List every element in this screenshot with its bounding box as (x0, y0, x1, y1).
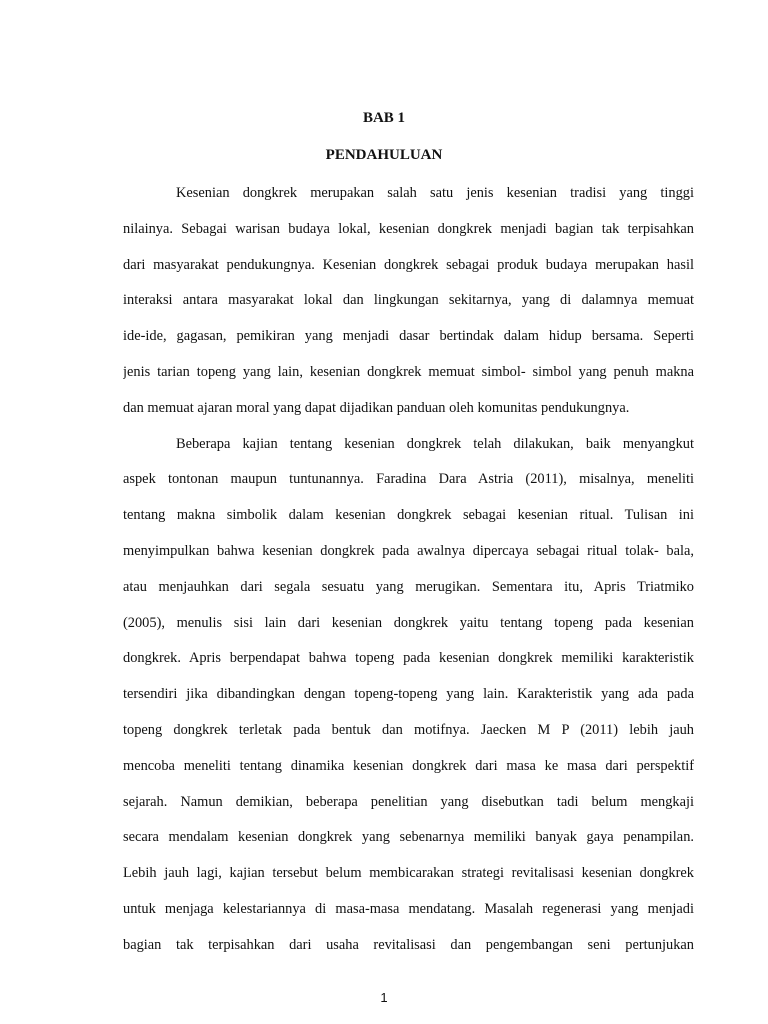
paragraph-2 (123, 427, 694, 964)
paragraph-line: ide-ide, gagasan, pemikiran yang menjadi dasar bertindak dalam hidup bersama. Seperti (123, 328, 694, 345)
paragraph-line: secara mendalam kesenian dongkrek yang sebenarnya memiliki banyak gaya penampilan. (123, 829, 694, 846)
paragraph-line: aspek tontonan maupun tuntunannya. Faradina Dara Astria (2011), misalnya, meneliti (123, 471, 694, 488)
paragraph-line: topeng dongkrek terletak pada bentuk dan motifnya. Jaecken M P (2011) lebih jauh (123, 721, 694, 738)
paragraph-line: Beberapa kajian tentang kesenian dongkrek telah dilakukan, baik menyangkut (176, 435, 694, 452)
paragraph-line: interaksi antara masyarakat lokal dan lingkungan sekitarnya, yang di dalamnya memuat (123, 292, 694, 309)
paragraph-line: untuk menjaga kelestariannya di masa-masa mendatang. Masalah regenerasi yang menjadi (123, 900, 694, 917)
paragraph-line: menyimpulkan bahwa kesenian dongkrek pada awalnya dipercaya sebagai ritual tolak- bala, (123, 542, 694, 559)
paragraph-line: (2005), menulis sisi lain dari kesenian dongkrek yaitu tentang topeng pada kesenian (123, 614, 694, 631)
paragraph-1 (123, 176, 694, 427)
paragraph-line: atau menjauhkan dari segala sesuatu yang merugikan. Sementara itu, Apris Triatmiko (123, 578, 694, 595)
page-number: 1 (380, 990, 388, 1005)
chapter-heading: BAB 1 (362, 110, 406, 126)
paragraph-line: dari masyarakat pendukungnya. Kesenian dongkrek sebagai produk budaya merupakan hasil (123, 256, 694, 273)
paragraph-line: jenis tarian topeng yang lain, kesenian dongkrek memuat simbol- simbol yang penuh makna (123, 363, 694, 380)
paragraph-line: dan memuat ajaran moral yang dapat dijadikan panduan oleh komunitas pendukungnya. (123, 399, 630, 416)
paragraph-line: Kesenian dongkrek merupakan salah satu jenis kesenian tradisi yang tinggi (176, 185, 694, 201)
paragraph-line: mencoba meneliti tentang dinamika kesenian dongkrek dari masa ke masa dari perspektif (123, 757, 694, 774)
paragraph-line: bagian tak terpisahkan dari usaha revitalisasi dan pengembangan seni pertunjukan (123, 936, 694, 953)
chapter-title: PENDAHULUAN (325, 147, 443, 163)
paragraph-line: tersendiri jika dibandingkan dengan topeng-topeng yang lain. Karakteristik yang ada pada (123, 686, 694, 703)
body-text (123, 176, 694, 964)
paragraph-line: dongkrek. Apris berpendapat bahwa topeng pada kesenian dongkrek memiliki karakteristik (123, 650, 694, 667)
paragraph-line: nilainya. Sebagai warisan budaya lokal, kesenian dongkrek menjadi bagian tak terpisahkan (123, 220, 694, 237)
paragraph-line: tentang makna simbolik dalam kesenian dongkrek sebagai kesenian ritual. Tulisan ini (123, 507, 694, 524)
paragraph-line: Lebih jauh lagi, kajian tersebut belum membicarakan strategi revitalisasi kesenian dongkrek (123, 865, 694, 882)
paragraph-line: sejarah. Namun demikian, beberapa penelitian yang disebutkan tadi belum mengkaji (123, 793, 694, 810)
